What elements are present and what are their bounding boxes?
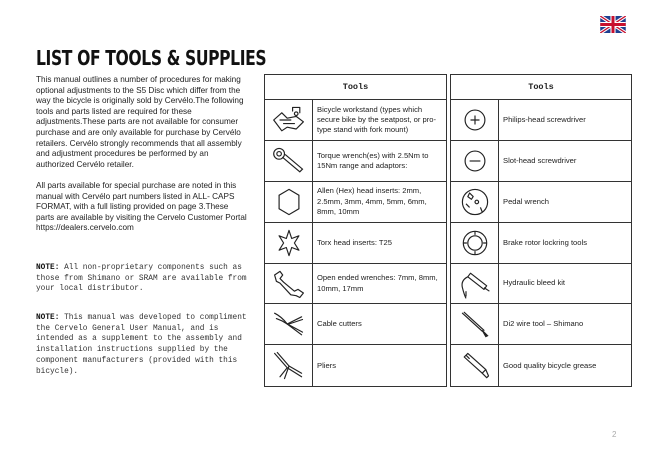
tool-label: Philips-head screwdriver <box>503 114 586 124</box>
workstand-icon <box>271 103 307 137</box>
cable-cutter-icon <box>271 307 307 341</box>
di2-tool-icon <box>457 307 493 341</box>
table-row <box>451 100 631 141</box>
table-row <box>265 141 446 182</box>
table-row <box>265 304 446 345</box>
tool-label: Open ended wrenches: 7mm, 8mm, 10mm, 17mm <box>317 273 438 293</box>
table-row <box>265 182 446 223</box>
note-label: NOTE: <box>36 314 60 322</box>
tools-table-left <box>264 74 447 387</box>
tool-label: Torx head inserts: T25 <box>317 237 392 247</box>
table-row <box>451 141 631 182</box>
table-row <box>265 345 446 386</box>
table-row <box>265 264 446 305</box>
intro-text <box>36 75 248 245</box>
intro-paragraph: All parts available for special purchase are noted in this manual with Cervélo part numbers listed in ALL- CAPS FORMAT, with a full listing provided on page 3.These parts are available by visiting the Cervelo Customer Portal https://dealers.cervelo.com <box>36 180 247 233</box>
grease-tube-icon <box>457 349 493 383</box>
page-number: 2 <box>612 430 617 439</box>
tool-label: Pliers <box>317 360 336 370</box>
slot-screw-icon <box>457 144 493 178</box>
philips-screw-icon <box>457 103 493 137</box>
table-row <box>451 345 631 386</box>
note-text: All non-proprietary components such as those from Shimano or SRAM are available from your local distributor. <box>36 264 247 294</box>
tool-label: Pedal wrench <box>503 196 550 206</box>
table-row <box>265 100 446 141</box>
note-text: This manual was developed to compliment the Cervelo General User Manual, and is intended as a supplement to the assembly and installation instructions supplied by the component manufacturers (provided with this bicycle). <box>36 314 247 376</box>
note-supplement <box>36 313 251 377</box>
tool-label: Cable cutters <box>317 319 362 329</box>
open-wrench-icon <box>271 267 307 301</box>
tool-label: Di2 wire tool – Shimano <box>503 319 584 329</box>
tool-label: Brake rotor lockring tools <box>503 237 587 247</box>
page-title: LIST OF TOOLS & SUPPLIES <box>36 46 267 70</box>
note-distributor <box>36 263 251 295</box>
tool-label: Slot-head screwdriver <box>503 155 577 165</box>
hex-head-icon <box>271 185 307 219</box>
note-label: NOTE: <box>36 264 60 272</box>
table-row <box>451 223 631 264</box>
table-row <box>451 182 631 223</box>
table-row <box>265 223 446 264</box>
bleed-kit-icon <box>457 267 493 301</box>
tools-table-right <box>450 74 632 387</box>
tool-label: Allen (Hex) head inserts: 2mm, 2.5mm, 3mm, 4mm, 5mm, 6mm, 8mm, 10mm <box>317 186 427 216</box>
tool-label: Torque wrench(es) with 2.5Nm to 15Nm range and adaptors: <box>317 150 429 170</box>
lockring-tool-icon <box>457 226 493 260</box>
intro-paragraph: This manual outlines a number of procedures for making optional adjustments to the S5 Disc which differ from the way the bicycle is originally sold by Cervélo.The following tools and parts listed are required for these adjustments.These parts are not available for consumer purchase and are only available for purchase by Cervélo retailers. Cervélo strongly recommends that all assembly and adjustment procedures be performed by an authorized Cervélo retailer. <box>36 75 244 169</box>
table-row <box>451 264 631 305</box>
tool-label: Good quality bicycle grease <box>503 360 597 370</box>
torx-head-icon <box>271 226 307 260</box>
table-header: Tools <box>451 75 631 100</box>
pedal-wrench-icon <box>457 185 493 219</box>
uk-flag-icon[interactable] <box>600 16 626 33</box>
tool-label: Hydraulic bleed kit <box>503 278 566 288</box>
table-row <box>451 304 631 345</box>
tool-label: Bicycle workstand (types which secure bike by the seatpost, or pro-type stand with fork mount) <box>317 104 437 135</box>
pliers-icon <box>271 349 307 383</box>
torque-wrench-icon <box>271 144 307 178</box>
table-header: Tools <box>265 75 446 100</box>
